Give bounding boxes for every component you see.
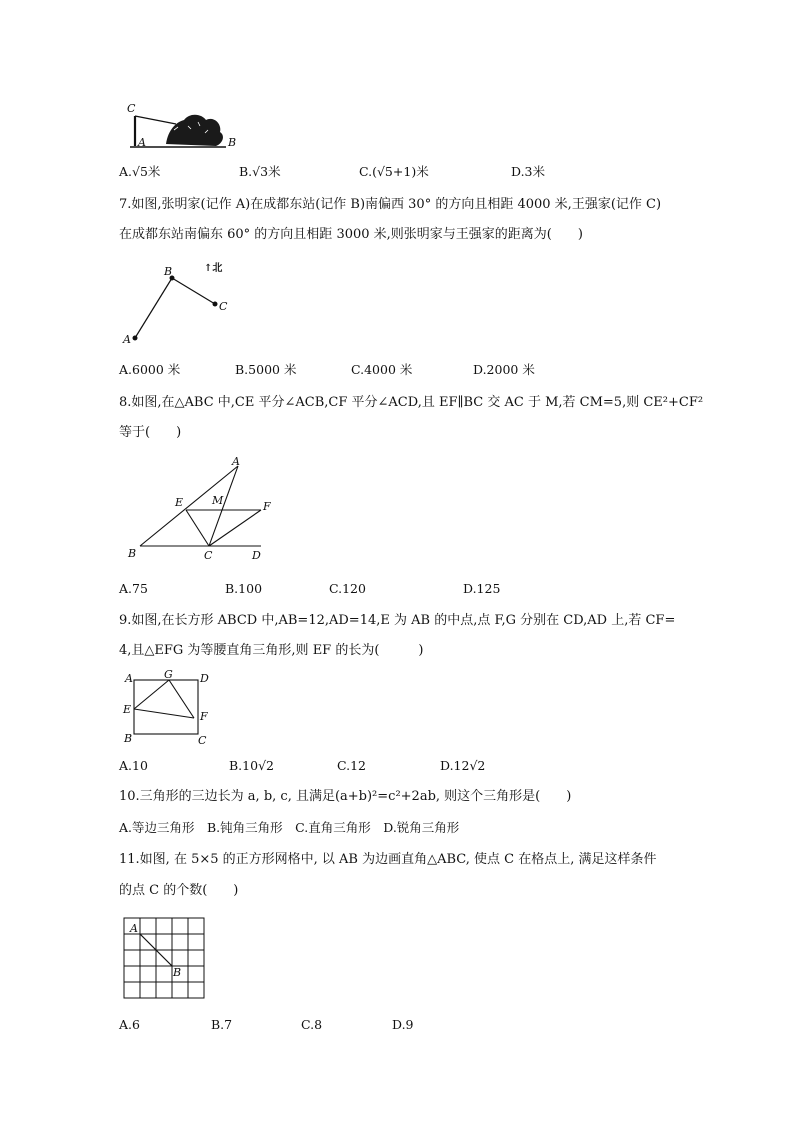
q9-option-c: C.12 (337, 758, 366, 773)
q9-label-e: E (123, 703, 132, 716)
q7-north-label: ↑北 (204, 263, 223, 274)
q8-label-a: A (232, 455, 240, 468)
q11-label-b: B (173, 966, 182, 979)
q8-option-b: B.100 (225, 581, 263, 596)
q6-label-b: B (228, 136, 237, 149)
q7-label-b: B (164, 265, 173, 278)
q7-label-a: A (123, 333, 131, 346)
q8-option-c: C.120 (329, 581, 366, 596)
q9-label-c: C (198, 734, 207, 747)
q8-text-line1: 8.如图,在△ABC 中,CE 平分∠ACB,CF 平分∠ACD,且 EF∥BC 交 AC 于 M,若 CM=5,则 CE²+CF² (119, 395, 704, 410)
q8-figure (118, 452, 278, 564)
q11-text-line2: 的点 C 的个数( ) (119, 883, 239, 898)
q9-figure (118, 668, 218, 750)
q11-option-d: D.9 (392, 1017, 414, 1032)
q8-label-m: M (212, 494, 224, 507)
q10-text-line1: 10.三角形的三边长为 a, b, c, 且满足(a+b)²=c²+2ab, 则这个三角形是( ) (119, 789, 572, 804)
q9-label-a: A (125, 672, 133, 685)
q9-text-line2: 4,且△EFG 为等腰直角三角形,则 EF 的长为( ) (119, 643, 424, 658)
q6-figure (118, 100, 248, 152)
q7-label-c: C (219, 300, 228, 313)
q11-option-c: C.8 (301, 1017, 323, 1032)
q11-option-a: A.6 (119, 1017, 140, 1032)
q11-figure (118, 912, 213, 1004)
q6-option-b: B.√3米 (239, 164, 281, 179)
q9-label-g: G (164, 668, 173, 681)
q8-text-line2: 等于( ) (119, 425, 182, 440)
q11-option-b: B.7 (211, 1017, 233, 1032)
q7-text-line1: 7.如图,张明家(记作 A)在成都东站(记作 B)南偏西 30° 的方向且相距 4000 米,王强家(记作 C) (119, 197, 662, 212)
q6-option-d: D.3米 (511, 164, 546, 179)
q8-label-f: F (263, 500, 271, 513)
q7-option-a: A.6000 米 (119, 362, 181, 377)
q7-option-d: D.2000 米 (473, 362, 535, 377)
q7-option-c: C.4000 米 (351, 362, 413, 377)
q8-label-b: B (128, 547, 137, 560)
q9-label-d: D (200, 672, 209, 685)
q7-option-b: B.5000 米 (235, 362, 297, 377)
q9-label-f: F (200, 710, 208, 723)
q11-text-line1: 11.如图, 在 5×5 的正方形网格中, 以 AB 为边画直角△ABC, 使点 C 在格点上, 满足这样条件 (119, 852, 657, 867)
q8-label-c: C (204, 549, 213, 562)
q9-label-b: B (124, 732, 133, 745)
q9-option-d: D.12√2 (440, 758, 486, 773)
q9-option-b: B.10√2 (229, 758, 274, 773)
q8-label-d: D (252, 549, 261, 562)
q6-option-c: C.(√5+1)米 (359, 164, 429, 179)
q6-option-a: A.√5米 (119, 164, 161, 179)
q8-label-e: E (175, 496, 184, 509)
q9-text-line1: 9.如图,在长方形 ABCD 中,AB=12,AD=14,E 为 AB 的中点,点 F,G 分别在 CD,AD 上,若 CF= (119, 613, 676, 628)
q8-option-d: D.125 (463, 581, 501, 596)
q6-label-c: C (127, 102, 136, 115)
q8-option-a: A.75 (119, 581, 148, 596)
q7-text-line2: 在成都东站南偏东 60° 的方向且相距 3000 米,则张明家与王强家的距离为( ) (119, 227, 583, 242)
q10-options: A.等边三角形 B.钝角三角形 C.直角三角形 D.锐角三角形 (119, 820, 460, 835)
q11-label-a: A (130, 922, 138, 935)
q6-label-a: A (138, 136, 146, 149)
q7-figure (118, 255, 258, 350)
q9-option-a: A.10 (119, 758, 148, 773)
